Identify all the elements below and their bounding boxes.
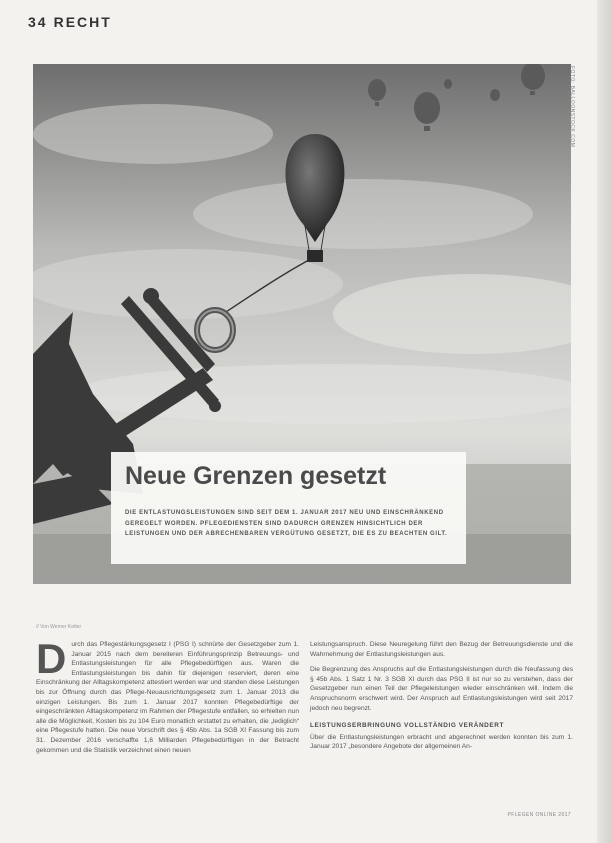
photo-credit: FOTO: BALLOONSTOCK.COM	[569, 66, 575, 148]
text-column-left	[36, 635, 299, 761]
page-footer: PFLEGEN ONLINE 2017	[507, 812, 571, 818]
article-title: Neue Grenzen gesetzt	[125, 462, 387, 490]
running-head	[28, 14, 112, 30]
text-column-right	[310, 640, 573, 758]
paragraph-3: Die Begrenzung des Anspruchs auf die Entlastungsleistungen durch die Neufassung des § 45b Abs. 1 Satz 1 Nr. 3 SGB XI durch das PSG II ist nur so zu verstehen, dass der Gesetzgeber nun einen Teil der Pflegeleistungen wieder einschränken will. Indem die Anspruchsnorm erschwert wird. Der Anspruch auf Entlastungsleistungen wird seit 2017 jedoch neu begrenzt.	[310, 666, 573, 712]
byline: // Von Werner Ketter	[36, 624, 82, 630]
section-label: RECHT	[53, 14, 112, 30]
page-edge	[597, 0, 611, 843]
paragraph-1	[36, 635, 299, 755]
drop-cap: D	[36, 635, 67, 682]
paragraph-1-text: urch das Pflegestärkungsgesetz I (PSG I) schnürte der Gesetzgeber zum 1. Januar 2015 nach dem bereiteren Einführungsprinzip Betreuungs- und Entlastungsleistungen für alle Pflegebedürftigen aus. Waren die Entlastungsleistungen bis dahin für diejenigen reserviert, deren eine Einschränkung der Alltagskompetenz attestiert werden war und standen diese Leistungen bis zur Öffnung durch das Pflege-Neuausrichtungsgesetz zum 1. Januar 2013 die einzigen Leistungen. Bis zum 1. Januar 2017 konnten Pflegebedürftige der eingeschränkten Alltagskompetenz im Rahmen der Pflegestufe entfallen, so erhielten nun alle die Möglichkeit, Kosten bis zu 104 Euro monatlich erstattet zu erhalten, die „lediglich“ eine Pflegestufe hatten. Die neue Vorschrift des § 45b Abs. 1a SGB XI Fassung bis zum 31. Dezember 2016 verschaffte 1,6 Milliarden Pflegebedürftigen in der Betracht gekommen und die Statistik verzeichnet einen neuen	[36, 641, 299, 754]
title-box	[111, 452, 466, 564]
page-number: 34	[28, 14, 48, 30]
paragraph-2: Leistungsanspruch. Diese Neuregelung führt den Bezug der Betreuungsdienste und die Wahrnehmung der Entlastungsleistungen aus.	[310, 641, 573, 658]
section-subhead: LEISTUNGSERBRINGUNG VOLLSTÄNDIG VERÄNDERT	[310, 722, 504, 730]
article-lede: DIE ENTLASTUNGSLEISTUNGEN SIND SEIT DEM 1. JANUAR 2017 NEU UND EINSCHRÄNKEND GEREGELT WORDEN. PFLEGEDIENSTEN SIND DADURCH GRENZEN HINSICHTLICH DER LEISTUNGEN UND DER ABRECHENBAREN VERGÜTUNG GESETZT, DIE ES ZU BEACHTEN GILT.	[125, 510, 448, 537]
paragraph-4: Über die Entlastungsleistungen erbracht und abgerechnet werden konnten bis zum 1. Januar 2017 „besondere Angebote der allgemeinen An-	[310, 733, 573, 751]
